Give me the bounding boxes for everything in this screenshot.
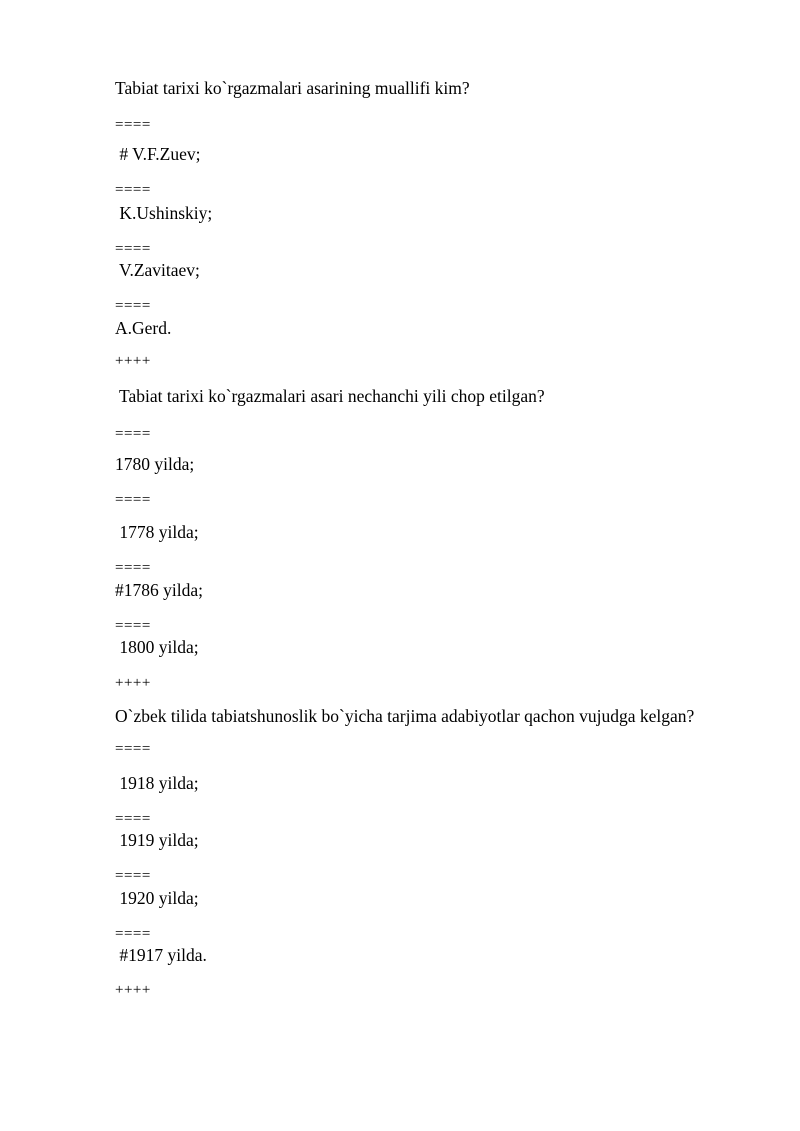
separator: ==== [115,560,151,576]
answer-option: #1786 yilda; [115,580,203,600]
question-divider: ++++ [115,353,151,369]
question-3-text: O`zbek tilida tabiatshunoslik bo`yicha tarjima adabiyotlar qachon vujudga kelgan? [115,706,695,726]
answer-option: 1920 yilda; [115,888,199,908]
separator: ==== [115,926,151,942]
question-2-text: Tabiat tarixi ko`rgazmalari asari nechanchi yili chop etilgan? [115,386,545,406]
separator: ==== [115,741,151,757]
question-divider: ++++ [115,675,151,691]
separator: ==== [115,298,151,314]
answer-option: 1780 yilda; [115,454,195,474]
answer-option: A.Gerd. [115,318,172,338]
separator: ==== [115,811,151,827]
answer-option: K.Ushinskiy; [115,203,213,223]
answer-option: V.Zavitaev; [115,260,200,280]
separator: ==== [115,492,151,508]
question-1-text: Tabiat tarixi ko`rgazmalari asarining muallifi kim? [115,78,470,98]
separator: ==== [115,241,151,257]
answer-option: 1800 yilda; [115,637,199,657]
question-divider: ++++ [115,982,151,998]
answer-option: 1918 yilda; [115,773,199,793]
separator: ==== [115,117,151,133]
answer-option: # V.F.Zuev; [115,144,201,164]
answer-option: 1919 yilda; [115,830,199,850]
answer-option: 1778 yilda; [115,522,199,542]
separator: ==== [115,868,151,884]
separator: ==== [115,182,151,198]
answer-option: #1917 yilda. [115,945,207,965]
separator: ==== [115,618,151,634]
separator: ==== [115,426,151,442]
